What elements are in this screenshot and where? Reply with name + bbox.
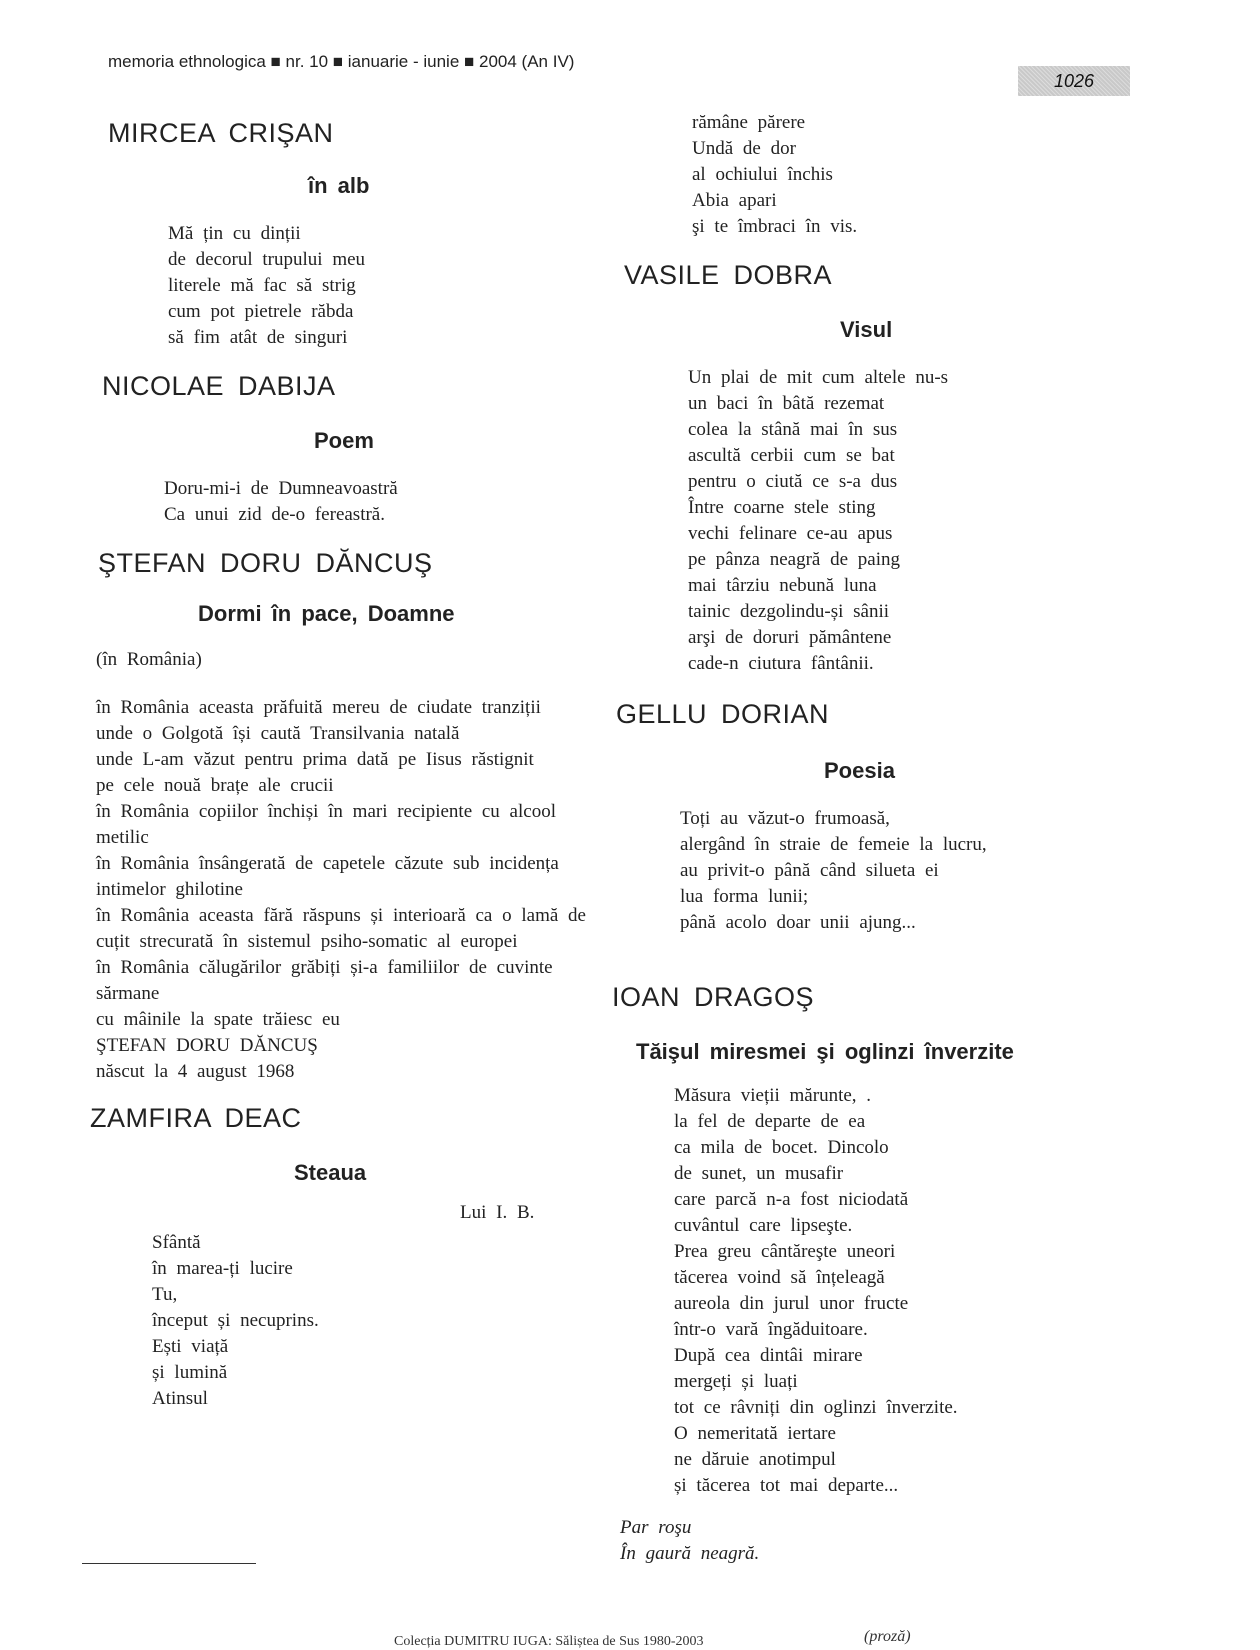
verse-line: lua forma lunii; — [680, 886, 809, 907]
verse-line: Ca unui zid de-o fereastră. — [164, 504, 385, 525]
verse-line: pe pânza neagră de paing — [688, 549, 901, 570]
verse-line: tăcerea voind să înțeleagă — [674, 1267, 885, 1288]
poem-title-in-alb: în alb — [308, 173, 370, 198]
divider-rule — [82, 1563, 256, 1564]
poem-body-in-alb — [168, 221, 608, 351]
verse-line: ŞTEFAN DORU DĂNCUŞ — [96, 1035, 318, 1056]
poem-continuation — [692, 110, 1170, 240]
verse-line: și lumină — [152, 1362, 228, 1383]
verse-line: cade-n ciutura fântânii. — [688, 653, 874, 674]
verse-line: Ești viață — [152, 1336, 229, 1357]
verse-line: care parcă n-a fost niciodată — [674, 1189, 909, 1210]
verse-line: la fel de departe de ea — [674, 1111, 866, 1132]
verse-line: născut la 4 august 1968 — [96, 1061, 295, 1082]
verse-line: Abia apari — [692, 190, 777, 211]
verse-line: arşi de doruri pământene — [688, 627, 892, 648]
verse-line: Par roşu — [620, 1517, 692, 1538]
verse-line: în România călugărilor grăbiți și-a familiilor de cuvinte sărmane — [96, 957, 553, 1004]
verse-line: pe cele nouă brațe ale crucii — [96, 775, 334, 796]
poem-title-poem: Poem — [314, 428, 374, 453]
verse-line: mergeți și luați — [674, 1371, 798, 1392]
verse-line: cuvântul care lipseşte. — [674, 1215, 853, 1236]
verse-line: rămâne părere — [692, 112, 806, 133]
author-mircea-crisan: MIRCEA CRIŞAN — [108, 118, 334, 148]
verse-line: Sfântă — [152, 1232, 201, 1253]
verse-line: mai târziu nebună luna — [688, 575, 877, 596]
verse-line: tainic dezgolindu-și sânii — [688, 601, 890, 622]
verse-line: În gaură neagră. — [620, 1543, 760, 1564]
right-column — [610, 110, 1170, 1567]
verse-line: unde L-am văzut pentru prima dată pe Iisus răstignit — [96, 749, 534, 770]
author-zamfira-deac: ZAMFIRA DEAC — [90, 1103, 302, 1133]
author-vasile-dobra: VASILE DOBRA — [624, 260, 833, 290]
verse-line: După cea dintâi mirare — [674, 1345, 863, 1366]
verse-line: şi te îmbraci în vis. — [692, 216, 858, 237]
verse-line: vechi felinare ce-au apus — [688, 523, 893, 544]
verse-line: într-o vară îngăduitoare. — [674, 1319, 868, 1340]
poem-title-taisul-miresmei: Tăişul miresmei şi oglinzi înverzite — [636, 1039, 1014, 1064]
verse-line: Între coarne stele sting — [688, 497, 876, 518]
verse-line: tot ce râvniți din oglinzi înverzite. — [674, 1397, 958, 1418]
author-stefan-doru-dancus: ŞTEFAN DORU DĂNCUŞ — [98, 548, 433, 578]
left-column — [88, 118, 608, 1412]
verse-line: unde o Golgotă își caută Transilvania natală — [96, 723, 460, 744]
poem-title-visul: Visul — [840, 317, 893, 342]
poem-body-visul — [688, 365, 1170, 677]
verse-line: Toți au văzut-o frumoasă, — [680, 808, 890, 829]
verse-line: Prea greu cântăreşte uneori — [674, 1241, 896, 1262]
verse-line: în România aceasta fără răspuns și interioară ca o lamă de cuțit strecurată în sistemul psiho-somatic al europei — [96, 905, 586, 952]
verse-line: în marea-ți lucire — [152, 1258, 293, 1279]
poem-body-poesia — [680, 806, 1170, 936]
journal-header: memoria ethnologica ■ nr. 10 ■ ianuarie - iunie ■ 2004 (An IV) — [108, 52, 575, 71]
verse-line: în România aceasta prăfuită mereu de ciudate tranziții — [96, 697, 541, 718]
verse-line: un baci în bâtă rezemat — [688, 393, 885, 414]
poem-closing — [620, 1515, 1170, 1567]
verse-line: aureola din jurul unor fructe — [674, 1293, 909, 1314]
author-nicolae-dabija: NICOLAE DABIJA — [102, 371, 336, 401]
verse-line: Un plai de mit cum altele nu-s — [688, 367, 949, 388]
verse-line: alergând în straie de femeie la lucru, — [680, 834, 987, 855]
verse-line: au privit-o până când silueta ei — [680, 860, 939, 881]
poem-body-steaua — [152, 1230, 608, 1412]
verse-line: cum pot pietrele răbda — [168, 301, 354, 322]
verse-line: de sunet, un musafir — [674, 1163, 844, 1184]
verse-line: să fim atât de singuri — [168, 327, 348, 348]
verse-line: Atinsul — [152, 1388, 208, 1409]
verse-line: în România însângerată de capetele căzute sub incidența intimelor ghilotine — [96, 853, 559, 900]
poem-title-poesia: Poesia — [824, 758, 895, 783]
author-ioan-dragos: IOAN DRAGOŞ — [612, 982, 815, 1012]
verse-line: Mă țin cu dinții — [168, 223, 301, 244]
page-number: 1026 — [1018, 66, 1130, 96]
verse-line: al ochiului închis — [692, 164, 833, 185]
verse-line: ca mila de bocet. Dincolo — [674, 1137, 889, 1158]
footer-collection-note: Colecția DUMITRU IUGA: Săliștea de Sus 1980-2003 — [394, 1634, 704, 1649]
verse-line: și tăcerea tot mai departe... — [674, 1475, 899, 1496]
poem-title-steaua: Steaua — [294, 1160, 367, 1185]
verse-line: început și necuprins. — [152, 1310, 319, 1331]
poem-dedication: Lui I. B. — [460, 1202, 535, 1223]
verse-line: în România copiilor închiși în mari recipiente cu alcool metilic — [96, 801, 556, 848]
verse-line: până acolo doar unii ajung... — [680, 912, 916, 933]
verse-line: de decorul trupului meu — [168, 249, 366, 270]
verse-line: O nemeritată iertare — [674, 1423, 836, 1444]
verse-line: pentru o ciută ce s-a dus — [688, 471, 898, 492]
poem-body-poem — [164, 476, 608, 528]
poem-title-dormi-in-pace: Dormi în pace, Doamne — [198, 601, 455, 626]
verse-line: Măsura vieții mărunte, . — [674, 1085, 872, 1106]
poem-body-taisul-miresmei — [674, 1083, 1170, 1499]
verse-line: literele mă fac să strig — [168, 275, 356, 296]
verse-line: ne dăruie anotimpul — [674, 1449, 836, 1470]
verse-line: ascultă cerbii cum se bat — [688, 445, 895, 466]
poem-body-dormi-in-pace — [96, 695, 596, 1085]
verse-line: cu mâinile la spate trăiesc eu — [96, 1009, 340, 1030]
verse-line: Tu, — [152, 1284, 178, 1305]
poem-subtitle: (în România) — [96, 649, 202, 670]
verse-line: Undă de dor — [692, 138, 796, 159]
verse-line: colea la stână mai în sus — [688, 419, 898, 440]
author-gellu-dorian: GELLU DORIAN — [616, 699, 830, 729]
verse-line: Doru-mi-i de Dumneavoastră — [164, 478, 398, 499]
footer-right-note: (proză) — [864, 1628, 911, 1645]
